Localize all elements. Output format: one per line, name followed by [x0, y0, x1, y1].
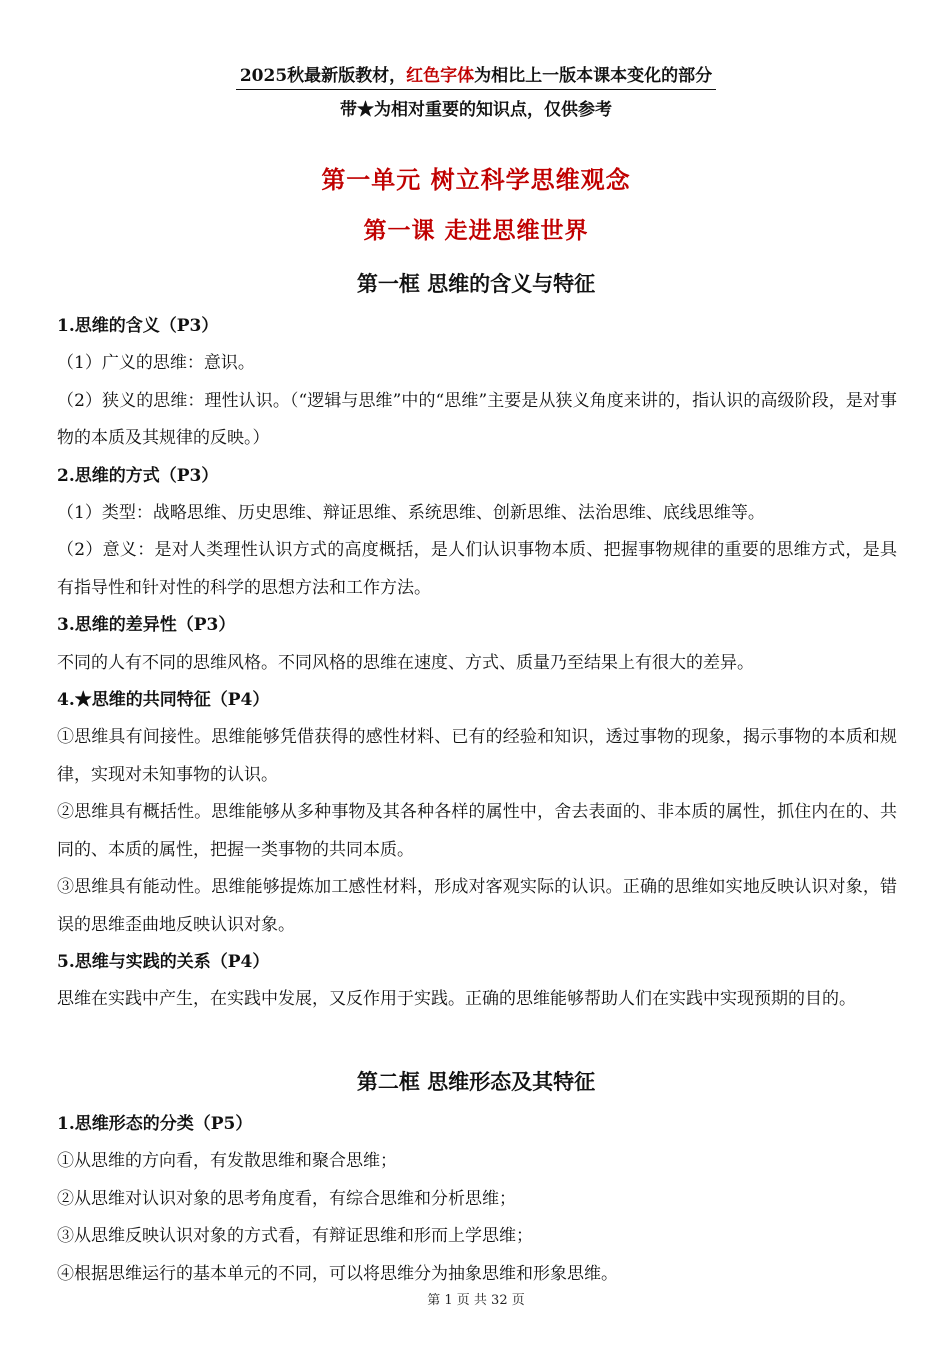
page-footer: 第 1 页 共 32 页: [427, 1293, 525, 1308]
frame-1-content: [57, 308, 897, 1019]
paragraph: ①思维具有间接性。思维能够凭借获得的感性材料、已有的经验和知识，透过事物的现象，揭示事物的本质和规律，实现对未知事物的认识。: [57, 727, 897, 785]
frame-2-content: [57, 1106, 897, 1293]
paragraph: （1）类型：战略思维、历史思维、辩证思维、系统思维、创新思维、法治思维、底线思维等。: [57, 503, 765, 524]
notice-line-2: 带★为相对重要的知识点，仅供参考: [340, 100, 612, 120]
paragraph: ①从思维的方向看，有发散思维和聚合思维；: [57, 1151, 397, 1172]
paragraph: ②从思维对认识对象的思考角度看，有综合思维和分析思维；: [57, 1188, 516, 1209]
section-heading: 1.思维的含义（P3）: [57, 316, 219, 336]
section-heading: 2.思维的方式（P3）: [57, 465, 219, 486]
section-heading: 1.思维形态的分类（P5）: [57, 1114, 253, 1134]
paragraph: 不同的人有不同的思维风格。不同风格的思维在速度、方式、质量乃至结果上有很大的差异。: [57, 652, 754, 673]
paragraph: （2）意义：是对人类理性认识方式的高度概括，是人们认识事物本质、把握事物规律的重要的思维方式，是具有指导性和针对性的科学的思想方法和工作方法。: [57, 540, 897, 598]
section-heading: 4.★思维的共同特征（P4）: [57, 690, 270, 711]
paragraph: 思维在实践中产生，在实践中发展，又反作用于实践。正确的思维能够帮助人们在实践中实现预期的目的。: [57, 989, 856, 1010]
paragraph: ②思维具有概括性。思维能够从多种事物及其各种各样的属性中，舍去表面的、非本质的属性，抓住内在的、共同的、本质的属性，把握一类事物的共同本质。: [57, 802, 897, 860]
frame-1-title: 第一框 思维的含义与特征: [356, 271, 596, 296]
notice-red-text: 红色字体: [406, 66, 475, 86]
paragraph: （2）狭义的思维：理性认识。（“逻辑与思维”中的“思维”主要是从狭义角度来讲的，指认识的高级阶段，是对事物的本质及其规律的反映。）: [57, 390, 897, 449]
frame-2-title: 第二框 思维形态及其特征: [356, 1069, 596, 1094]
paragraph: ④根据思维运行的基本单元的不同，可以将思维分为抽象思维和形象思维。: [57, 1263, 618, 1284]
paragraph: ③从思维反映认识对象的方式看，有辩证思维和形而上学思维；: [57, 1226, 533, 1247]
section-heading: 3.思维的差异性（P3）: [57, 615, 236, 636]
section-heading: 5.思维与实践的关系（P4）: [57, 951, 270, 972]
lesson-title: 第一课 走进思维世界: [363, 217, 589, 244]
paragraph: （1）广义的思维：意识。: [57, 353, 255, 374]
notice-prefix: 2025秋最新版教材，: [239, 66, 407, 86]
update-notice: [0, 62, 952, 124]
paragraph: ③思维具有能动性。思维能够提炼加工感性材料，形成对客观实际的认识。正确的思维如实地反映认识对象，错误的思维歪曲地反映认识对象。: [57, 877, 897, 935]
unit-title: 第一单元 树立科学思维观念: [321, 165, 631, 194]
notice-line-1: [236, 63, 716, 90]
notice-suffix: 为相比上一版本课本变化的部分: [474, 66, 713, 86]
